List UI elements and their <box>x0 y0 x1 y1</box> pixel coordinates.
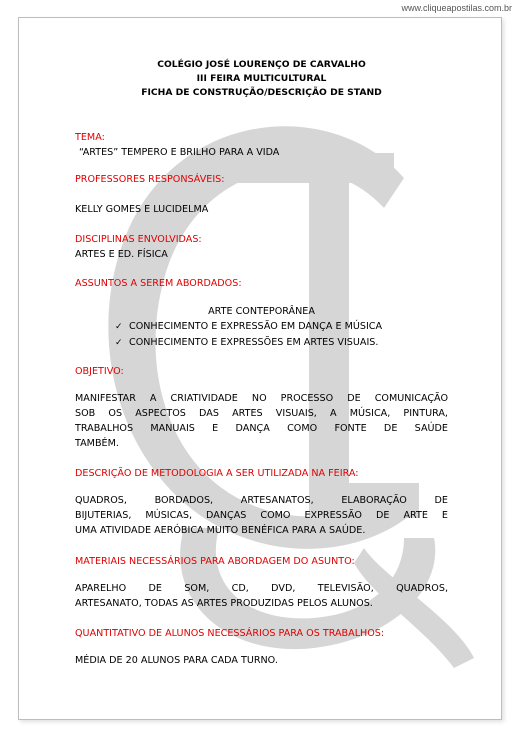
list-item-text: CONHECIMENTO E EXPRESSÕES EM ARTES VISUAIS. <box>129 337 379 348</box>
assuntos-heading: ARTE CONTEPORÂNEA <box>208 306 315 317</box>
quantitativo-label: QUANTITATIVO DE ALUNOS NECESSÁRIOS PARA OS TRABALHOS: <box>75 628 385 639</box>
objetivo-text <box>75 391 448 451</box>
objetivo-section <box>75 364 448 451</box>
list-item <box>115 335 448 351</box>
objetivo-label: OBJETIVO: <box>75 366 124 377</box>
metodologia-text <box>75 493 448 538</box>
tema-value: “ARTES” TEMPERO E BRILHO PARA A VIDA <box>79 147 280 158</box>
tema-label: TEMA: <box>75 132 105 143</box>
disciplinas-value: ARTES E ED. FÍSICA <box>75 249 168 260</box>
document-page <box>18 17 502 720</box>
text-line: SOB OS ASPECTOS DAS ARTES VISUAIS, A MÚSICA, PINTURA, <box>75 408 448 419</box>
disciplinas-label: DISCIPLINAS ENVOLVIDAS: <box>75 234 202 245</box>
check-icon: ✓ <box>115 322 123 332</box>
text-line: ARTESANATO, TODAS AS ARTES PRODUZIDAS PELOS ALUNOS. <box>75 598 373 609</box>
event-name: III FEIRA MULTICULTURAL <box>196 73 327 84</box>
form-title: FICHA DE CONSTRUÇÃO/DESCRIÇÃO DE STAND <box>141 87 382 98</box>
site-url[interactable]: www.cliqueapostilas.com.br <box>401 3 512 13</box>
school-name: COLÉGIO JOSÉ LOURENÇO DE CARVALHO <box>157 59 366 70</box>
text-line: MANIFESTAR A CRIATIVIDADE NO PROCESSO DE COMUNICAÇÃO <box>75 393 448 404</box>
professores-section <box>75 172 448 217</box>
document-header <box>75 58 448 100</box>
disciplinas-section <box>75 232 448 262</box>
text-line: QUADROS, BORDADOS, ARTESANATOS, ELABORAÇÃO DE <box>75 495 448 506</box>
text-line: TRABALHOS MANUAIS E DANÇA COMO FONTE DE SAÚDE <box>75 423 448 434</box>
assuntos-label: ASSUNTOS A SEREM ABORDADOS: <box>75 278 242 289</box>
metodologia-section <box>75 466 448 538</box>
text-line: TAMBÉM. <box>75 438 119 449</box>
list-item-text: CONHECIMENTO E EXPRESSÃO EM DANÇA E MÚSICA <box>129 321 383 332</box>
materiais-text <box>75 581 448 611</box>
text-line: UMA ATIVIDADE AERÓBICA MUITO BENÉFICA PARA A SAÚDE. <box>75 525 366 536</box>
metodologia-label: DESCRIÇÃO DE METODOLOGIA A SER UTILIZADA NA FEIRA: <box>75 468 359 479</box>
assuntos-section <box>75 276 448 351</box>
check-icon: ✓ <box>115 338 123 348</box>
materiais-section <box>75 554 448 611</box>
materiais-label: MATERIAIS NECESSÁRIOS PARA ABORDAGEM DO ASUNTO: <box>75 556 355 567</box>
quantitativo-section <box>75 626 448 668</box>
tema-section <box>75 130 448 160</box>
list-item <box>115 319 448 335</box>
quantitativo-value: MÉDIA DE 20 ALUNOS PARA CADA TURNO. <box>75 655 278 666</box>
professores-label: PROFESSORES RESPONSÁVEIS: <box>75 174 225 185</box>
text-line: APARELHO DE SOM, CD, DVD, TELEVISÃO, QUADROS, <box>75 583 448 594</box>
professores-value: KELLY GOMES E LUCIDELMA <box>75 204 209 215</box>
text-line: BIJUTERIAS, MÚSICAS, DANÇAS COMO EXPRESSÃO DE ARTE E <box>75 510 448 521</box>
